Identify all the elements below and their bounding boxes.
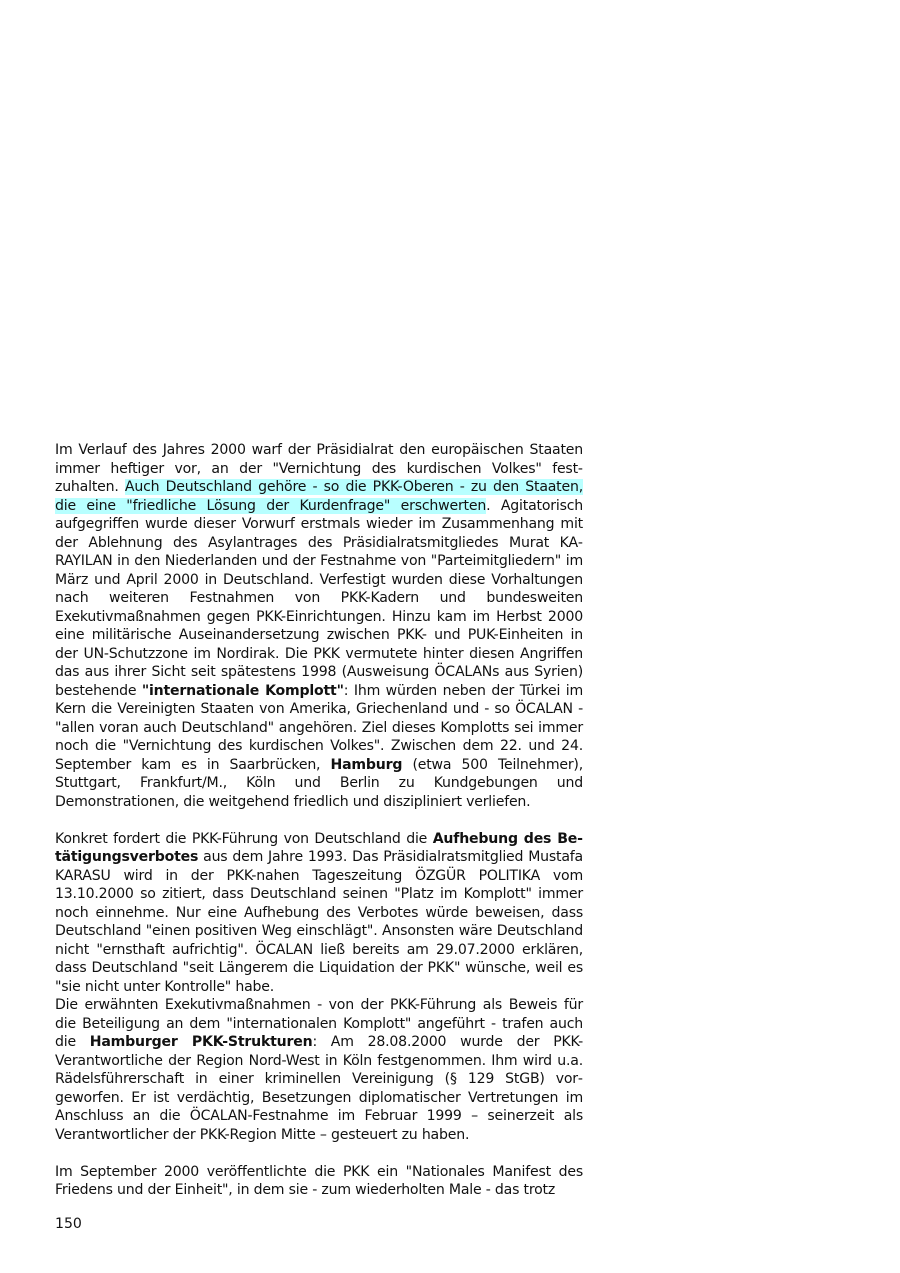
paragraph-gap xyxy=(55,811,583,830)
document-body xyxy=(55,441,583,1200)
text-run: Konkret fordert die PKK-Führung von Deutschland die xyxy=(55,830,433,847)
text-run: : Am 28.08.2000 wurde der PKK-Verantwortliche der Region Nord-West in Köln festgenommen. Ihm wird u.a. Rädelsführerschaft in einer kriminellen Vereinigung (§ 129 StGB) vorgeworfen. Er ist verdächtig, Besetzungen diplomatischer Vertretungen im Anschluss an die ÖCALAN-Festnahme im Februar 1999 – seinerzeit als Verantwortlicher der PKK-Region Mitte – gesteuert zu haben. xyxy=(55,1034,583,1143)
bold-text: Hamburger PKK-Strukturen xyxy=(89,1034,313,1050)
highlighted-text: Auch Deutschland gehöre - so die PKK-Oberen - zu den Staaten, die eine "friedliche Lösung der Kurdenfrage" erschwerten xyxy=(55,479,583,514)
text-run: (etwa 500 Teilnehmer), Stuttgart, Frankfurt/M., Köln und Berlin zu Kundgebungen und Demonstrationen, die weitgehend friedlich und diszipliniert verliefen. xyxy=(55,756,583,810)
bold-text: Aufhebung des Betätigungsverbotes xyxy=(55,830,583,865)
bold-text: Hamburg xyxy=(330,756,403,773)
text-run: Im Verlauf des Jahres 2000 warf der Präsidialrat den europäischen Staaten immer heftiger vor, an der "Vernichtung des kurdischen Volkes" festzuhalten. xyxy=(55,442,583,495)
text-run: Im September 2000 veröffentlichte die PKK ein "Nationales Manifest des Friedens und der Einheit", in dem sie - zum wiederholten Male - das trotz xyxy=(55,1163,583,1198)
paragraph-gap xyxy=(55,1144,583,1163)
page-number: 150 xyxy=(55,1216,82,1232)
paragraph-p2 xyxy=(55,830,583,997)
text-run: : Ihm würden neben der Türkei im Kern die Vereinigten Staaten von Amerika, Griechenland und - so ÖCALAN - "allen voran auch Deutschland" angehören. Ziel dieses Komplotts sei immer noch die "Vernichtung des kurdischen Volkes". Zwischen dem 22. und 24. September kam es in Saarbrücken, xyxy=(55,682,583,773)
text-run: . Agitatorisch aufgegriffen wurde dieser Vorwurf erstmals wieder im Zusammenhang mit der Ablehnung des Asylantrages des Präsidialratsmitgliedes Murat KARAYILAN in den Niederlanden und der Festnahme von "Parteimitgliedern" im März und April 2000 in Deutschland. Verfestigt wurden diese Vorhaltungen nach weiteren Festnahmen von PKK-Kadern und bundesweiten Exekutivmaßnahmen gegen PKK-Einrichtungen. Hinzu kam im Herbst 2000 eine militärische Auseinandersetzung zwischen PKK- und PUK-Einheiten in der UN-Schutzzone im Nordirak. Die PKK vermutete hinter diesen Angriffen das aus ihrer Sicht seit spätestens 1998 (Ausweisung ÖCALANs aus Syrien) bestehende xyxy=(55,497,583,699)
bold-text: "internationale Komplott" xyxy=(141,682,344,699)
paragraph-p4 xyxy=(55,1163,583,1200)
text-run: aus dem Jahre 1993. Das Präsidialratsmitglied Mustafa KARASU wird in der PKK-nahen Tageszeitung ÖZGÜR POLITIKA vom 13.10.2000 so zitiert, dass Deutschland seinen "Platz im Komplott" immer noch einnehme. Nur eine Aufhebung des Verbotes würde beweisen, dass Deutschland "einen positiven Weg einschlägt". Ansonsten wäre Deutschland nicht "ernsthaft aufrichtig". ÖCALAN ließ bereits am 29.07.2000 erklären, dass Deutschland "seit Längerem die Liquidation der PKK" wünsche, weil es "sie nicht unter Kontrolle" habe. xyxy=(55,849,583,995)
paragraph-p1 xyxy=(55,441,583,811)
text-run: Die erwähnten Exekutivmaßnahmen - von der PKK-Führung als Beweis für die Beteiligung an dem "internationalen Komplott" angeführt - trafen auch die xyxy=(55,997,583,1050)
paragraph-p3 xyxy=(55,996,583,1144)
